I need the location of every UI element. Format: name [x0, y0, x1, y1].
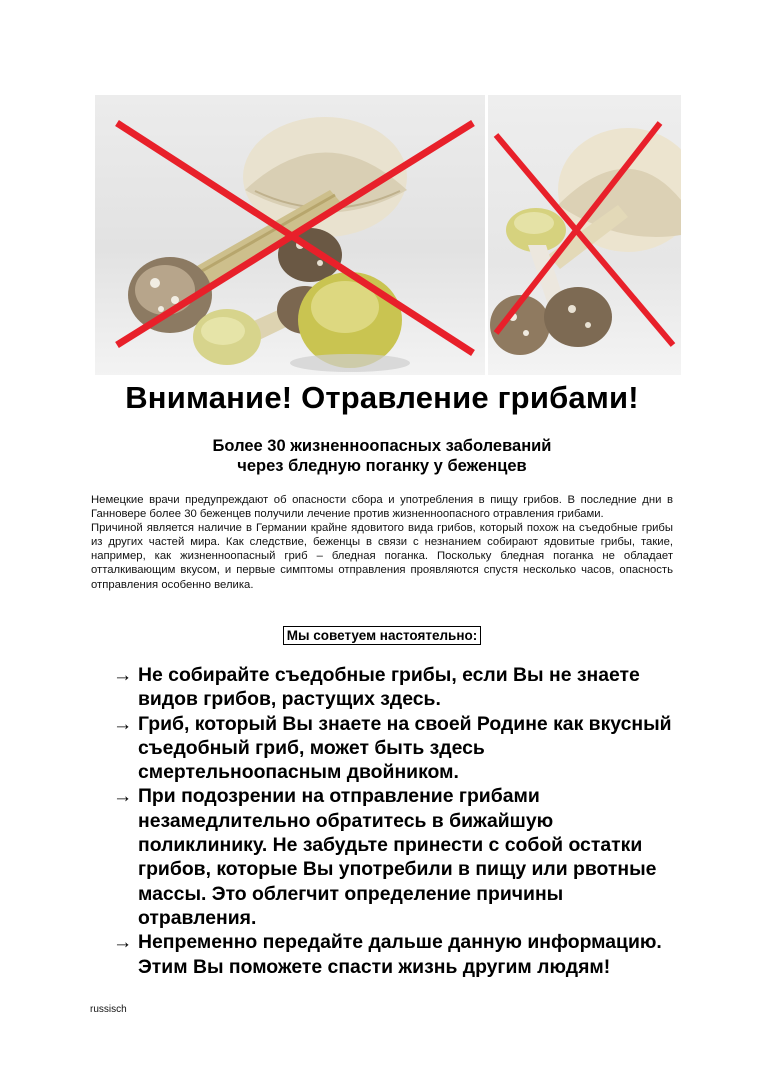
- arrow-right-icon: →: [113, 712, 133, 735]
- arrow-right-icon: →: [113, 664, 133, 686]
- page-subtitle: [0, 436, 764, 476]
- body-paragraph-1: Немецкие врачи предупреждают об опасности сбора и употребления в пищу грибов. В последние дни в Ганновере более 30 беженцев получили лечение против жизненноопасного отравления грибами.: [91, 494, 673, 521]
- advice-list: [113, 663, 683, 979]
- mushroom-photo-right: [488, 95, 681, 375]
- list-item: [113, 663, 683, 712]
- arrow-right-icon: →: [113, 931, 133, 954]
- body-paragraph-2: Причиной является наличие в Германии крайне ядовитого вида грибов, который похож на съедобные грибы из других частей мира. Как следствие, беженцы в связи с незнанием собирают ядовитые грибы, такие, например, как жизненноопасный гриб – бледная поганка. Поскольку бледная поганка не обладает отталкивающим вкусом, и первые симптомы отправления проявляются спустя несколько часов, опасность отправления особенно велика.: [91, 522, 673, 591]
- advice-item-text: При подозрении на отправление грибами незамедлительно обратитесь в бижайшую поликлинику. Не забудьте принести с собой остатки грибов, которые Вы употребили в пищу или рвотные массы. Это облегчит определение причины отравления.: [138, 785, 657, 929]
- body-text: [91, 493, 673, 592]
- advice-heading-wrap: [0, 626, 764, 645]
- mushroom-illustration-left: [95, 95, 485, 375]
- list-item: [113, 784, 683, 930]
- list-item: [113, 930, 683, 979]
- mushroom-photo-left: [95, 95, 485, 375]
- advice-item-text: Гриб, который Вы знаете на своей Родине как вкусный съедобный гриб, может быть здесь смертельноопасным двойником.: [138, 712, 672, 784]
- mushroom-illustration-right: [488, 95, 681, 375]
- subtitle-line-2: через бледную поганку у беженцев: [237, 457, 527, 475]
- arrow-right-icon: →: [113, 785, 133, 808]
- advice-item-text: Не собирайте съедобные грибы, если Вы не знаете видов грибов, растущих здесь.: [138, 664, 640, 711]
- photo-strip: [95, 95, 681, 375]
- page-title: Внимание! Отравление грибами!: [125, 380, 639, 415]
- advice-item-text: Непременно передайте дальше данную информацию. Этим Вы поможете спасти жизнь другим людям!: [138, 931, 662, 978]
- language-label: russisch: [90, 1004, 127, 1015]
- subtitle-line-1: Более 30 жизненноопасных заболеваний: [212, 437, 552, 455]
- advice-heading: Мы советуем настоятельно:: [283, 626, 482, 645]
- list-item: [113, 712, 683, 785]
